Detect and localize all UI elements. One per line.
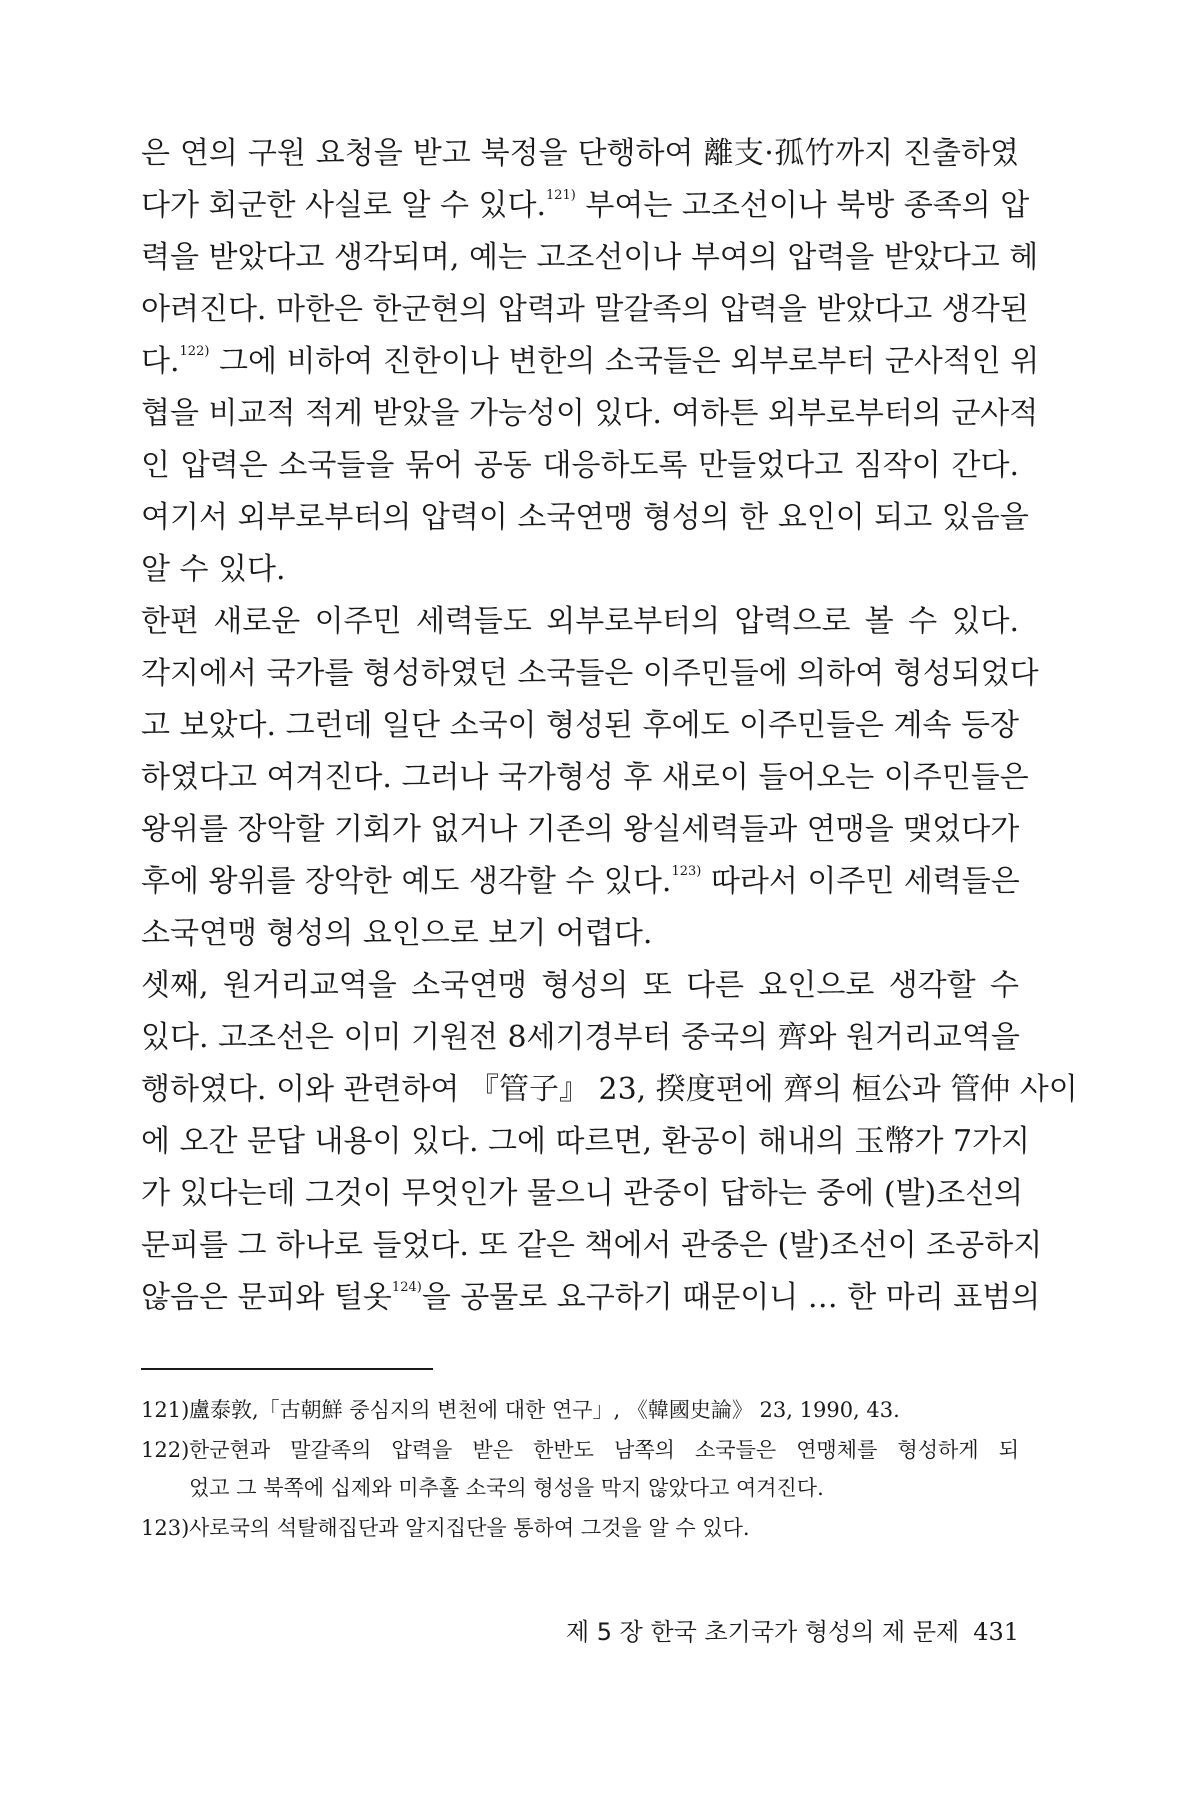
footnote-text: 사로국의 석탈해집단과 알지집단을 통하여 그것을 알 수 있다. bbox=[189, 1516, 750, 1540]
body-line: 고 보았다. 그런데 일단 소국이 형성된 후에도 이주민들은 계속 등장 bbox=[141, 708, 1019, 743]
footnote-text: 盧泰敦,「古朝鮮 중심지의 변천에 대한 연구」, 《韓國史論》 23, 1990, 43. bbox=[189, 1398, 900, 1422]
body-line: 각지에서 국가를 형성하였던 소국들은 이주민들에 의하여 형성되었다 bbox=[141, 656, 1039, 691]
footnote-121 bbox=[141, 1392, 1019, 1428]
body-line: 왕위를 장악할 기회가 없거나 기존의 왕실세력들과 연맹을 맺었다가 bbox=[141, 812, 1020, 847]
body-line: 행하였다. 이와 관련하여 『管子』 23, 揆度편에 齊의 桓公과 管仲 사이 bbox=[141, 1072, 1078, 1107]
footnote-ref: 124) bbox=[391, 1280, 422, 1295]
body-line: 한편 새로운 이주민 세력들도 외부로부터의 압력으로 볼 수 있다. bbox=[141, 604, 1019, 639]
page-footer bbox=[566, 1614, 1019, 1650]
body-line: 후에 왕위를 장악한 예도 생각할 수 있다.$^{123)}$ 따라서 이주민 세력들은 bbox=[141, 864, 1020, 899]
footnote-text: 한군현과 말갈족의 압력을 받은 한반도 남쪽의 소국들은 연맹체를 형성하게 되 bbox=[189, 1438, 1019, 1462]
body-line: 셋째, 원거리교역을 소국연맹 형성의 또 다른 요인으로 생각할 수 bbox=[141, 968, 1019, 1003]
footnote-text: 었고 그 북쪽에 십제와 미추홀 소국의 형성을 막지 않았다고 여겨진다. bbox=[189, 1476, 824, 1500]
running-head: 제 5 장 한국 초기국가 형성의 제 문제 bbox=[565, 1618, 960, 1646]
body-line: 력을 받았다고 생각되며, 예는 고조선이나 부여의 압력을 받았다고 헤 bbox=[141, 240, 1039, 275]
footnote-number: 122) bbox=[141, 1438, 190, 1462]
body-line: 문피를 그 하나로 들었다. 또 같은 책에서 관중은 (발)조선이 조공하지 bbox=[141, 1228, 1043, 1263]
footnote-ref: 122) bbox=[179, 344, 210, 359]
body-line: 하였다고 여겨진다. 그러나 국가형성 후 새로이 들어오는 이주민들은 bbox=[141, 760, 1029, 795]
body-line: 않음은 문피와 털옷$^{124)}$을 공물로 요구하기 때문이니 … 한 마리 표범의 bbox=[141, 1280, 1041, 1315]
footnote-number: 123) bbox=[141, 1516, 190, 1540]
footnote-number: 121) bbox=[141, 1398, 190, 1422]
footnote-122 bbox=[141, 1432, 1019, 1468]
body-line: 소국연맹 형성의 요인으로 보기 어렵다. bbox=[141, 916, 653, 951]
footnote-122-continued bbox=[189, 1470, 1019, 1506]
body-line: 다.$^{122)}$ 그에 비하여 진한이나 변한의 소국들은 외부로부터 군사적인 위 bbox=[141, 344, 1040, 379]
body-line: 은 연의 구원 요청을 받고 북정을 단행하여 離支·孤竹까지 진출하였 bbox=[141, 136, 1019, 171]
body-line: 가 있다는데 그것이 무엇인가 물으니 관중이 답하는 중에 (발)조선의 bbox=[141, 1176, 1024, 1211]
body-line: 인 압력은 소국들을 묶어 공동 대응하도록 만들었다고 짐작이 간다. bbox=[141, 448, 1019, 483]
footnote-divider bbox=[141, 1368, 433, 1370]
body-line: 에 오간 문답 내용이 있다. 그에 따르면, 환공이 해내의 玉幣가 7가지 bbox=[141, 1124, 1031, 1159]
body-line: 있다. 고조선은 이미 기원전 8세기경부터 중국의 齊와 원거리교역을 bbox=[141, 1020, 1020, 1055]
body-line: 아려진다. 마한은 한군현의 압력과 말갈족의 압력을 받았다고 생각된 bbox=[141, 292, 1029, 327]
body-line: 다가 회군한 사실로 알 수 있다.$^{121)}$ 부여는 고조선이나 북방 종족의 압 bbox=[141, 188, 1030, 223]
page-number: 431 bbox=[973, 1618, 1019, 1646]
body-line: 협을 비교적 적게 받았을 가능성이 있다. 여하튼 외부로부터의 군사적 bbox=[141, 396, 1039, 431]
footnote-123 bbox=[141, 1510, 1019, 1546]
footnote-ref: 121) bbox=[545, 188, 576, 203]
footnote-ref: 123) bbox=[671, 864, 702, 879]
body-line: 알 수 있다. bbox=[141, 552, 286, 587]
body-line: 여기서 외부로부터의 압력이 소국연맹 형성의 한 요인이 되고 있음을 bbox=[141, 500, 1029, 535]
